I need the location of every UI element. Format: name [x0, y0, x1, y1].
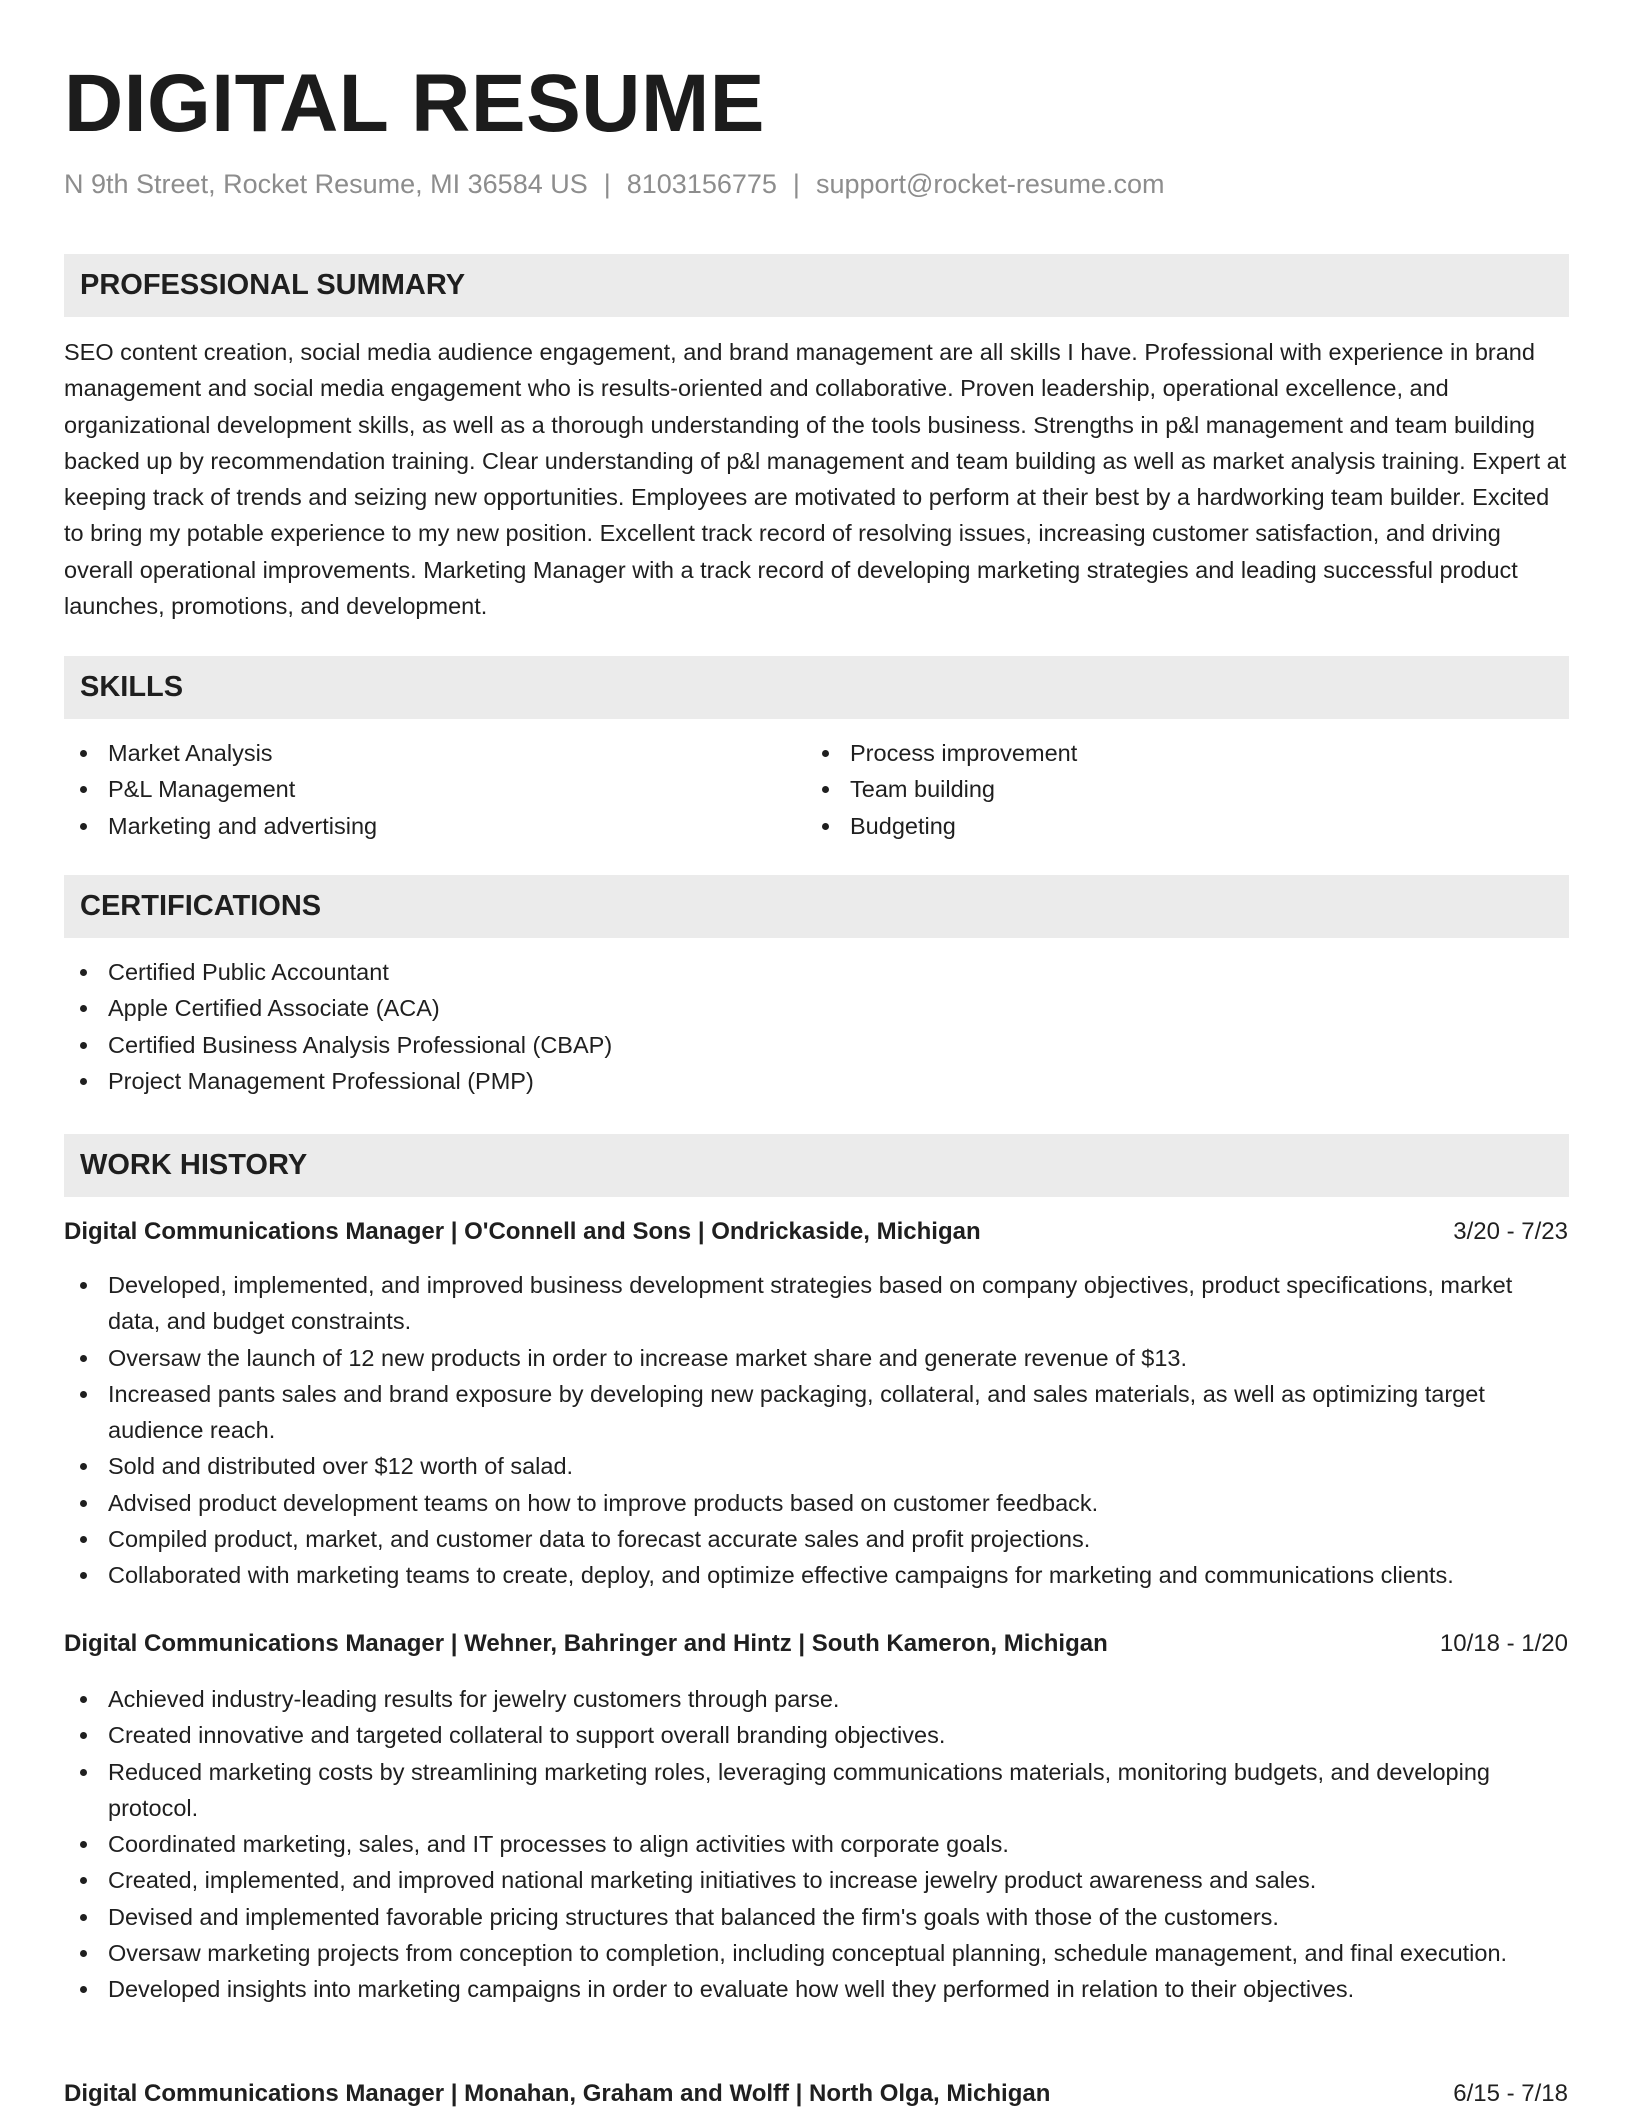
certification-item: Certified Business Analysis Professional (CBAP) — [64, 1027, 1569, 1063]
section-header-certifications — [64, 875, 1569, 938]
certifications-list — [64, 954, 1569, 1099]
job-bullet: Created, implemented, and improved national marketing initiatives to increase jewelry product awareness and sales. — [64, 1862, 1569, 1898]
job-bullet: Collaborated with marketing teams to create, deploy, and optimize effective campaigns for marketing and communications clients. — [64, 1557, 1569, 1593]
job-bullet: Coordinated marketing, sales, and IT processes to align activities with corporate goals. — [64, 1826, 1569, 1862]
address: N 9th Street, Rocket Resume, MI 36584 US — [64, 169, 588, 199]
section-header-summary — [64, 254, 1569, 317]
skill-item: P&L Management — [64, 771, 804, 807]
job-bullet: Devised and implemented favorable pricing structures that balanced the firm's goals with those of the customers. — [64, 1899, 1569, 1935]
skill-item: Team building — [806, 771, 1566, 807]
contact-separator: | — [792, 169, 800, 199]
skills-list-right — [806, 735, 1566, 844]
certification-item: Apple Certified Associate (ACA) — [64, 990, 1569, 1026]
job-bullet: Developed, implemented, and improved business development strategies based on company objectives, product specifications, market data, and budget constraints. — [64, 1267, 1569, 1340]
summary-text: SEO content creation, social media audience engagement, and brand management are all skills I have. Professional with experience in brand management and social media engagement who is results-oriented and collaborative. Proven leadership, operational excellence, and organizational development skills, as well as a thorough understanding of the tools business. Strengths in p&l management and team building backed up by recommendation training. Clear understanding of p&l management and team building as well as market analysis training. Expert at keeping track of trends and seizing new opportunities. Employees are motivated to perform at their best by a hardworking team builder. Excited to bring my potable experience to my new position. Excellent track record of resolving issues, increasing customer satisfaction, and driving overall operational improvements. Marketing Manager with a track record of developing marketing strategies and leading successful product launches, promotions, and development. — [64, 339, 1567, 620]
job-bullet: Oversaw the launch of 12 new products in order to increase market share and generate revenue of $13. — [64, 1340, 1569, 1376]
section-header-work-history — [64, 1134, 1569, 1197]
skill-item: Budgeting — [806, 808, 1566, 844]
job-dates: 6/15 - 7/18 — [1453, 2080, 1568, 2107]
job-bullet: Oversaw marketing projects from conception to completion, including conceptual planning, schedule management, and final execution. — [64, 1935, 1569, 1971]
job-title: Digital Communications Manager | Monahan, Graham and Wolff | North Olga, Michigan — [64, 2080, 1051, 2107]
skill-item: Process improvement — [806, 735, 1566, 771]
email: support@rocket-resume.com — [815, 169, 1165, 199]
job-bullet: Developed insights into marketing campaigns in order to evaluate how well they performed in relation to their objectives. — [64, 1971, 1569, 2007]
job-bullet: Increased pants sales and brand exposure by developing new packaging, collateral, and sales materials, as well as optimizing target audience reach. — [64, 1376, 1569, 1449]
skills-list-left — [64, 735, 804, 844]
job-title: Digital Communications Manager | O'Connell and Sons | Ondrickaside, Michigan — [64, 1218, 981, 1245]
job-bullet: Created innovative and targeted collateral to support overall branding objectives. — [64, 1717, 1569, 1753]
certification-item: Project Management Professional (PMP) — [64, 1063, 1569, 1099]
section-title: CERTIFICATIONS — [80, 890, 322, 922]
job-dates: 3/20 - 7/23 — [1453, 1218, 1568, 1245]
job-bullet: Advised product development teams on how to improve products based on customer feedback. — [64, 1485, 1569, 1521]
section-title: SKILLS — [80, 671, 184, 703]
section-title: WORK HISTORY — [80, 1149, 308, 1181]
section-header-skills — [64, 656, 1569, 719]
job-bullet: Achieved industry-leading results for jewelry customers through parse. — [64, 1681, 1569, 1717]
skill-item: Market Analysis — [64, 735, 804, 771]
job-dates: 10/18 - 1/20 — [1439, 1630, 1568, 1657]
certification-item: Certified Public Accountant — [64, 954, 1569, 990]
skill-item: Marketing and advertising — [64, 808, 804, 844]
job-bullet: Compiled product, market, and customer data to forecast accurate sales and profit projections. — [64, 1521, 1569, 1557]
contact-separator: | — [603, 169, 611, 199]
phone: 8103156775 — [626, 169, 777, 199]
section-title: PROFESSIONAL SUMMARY — [80, 269, 466, 301]
job-bullet: Reduced marketing costs by streamlining marketing roles, leveraging communications materials, monitoring budgets, and developing protocol. — [64, 1754, 1569, 1827]
resume-name: DIGITAL RESUME — [64, 58, 765, 149]
job-title: Digital Communications Manager | Wehner, Bahringer and Hintz | South Kameron, Michigan — [64, 1630, 1108, 1657]
job-bullets — [64, 1681, 1569, 2008]
job-bullets — [64, 1267, 1569, 1594]
contact-line — [64, 166, 1164, 202]
job-bullet: Sold and distributed over $12 worth of salad. — [64, 1448, 1569, 1484]
